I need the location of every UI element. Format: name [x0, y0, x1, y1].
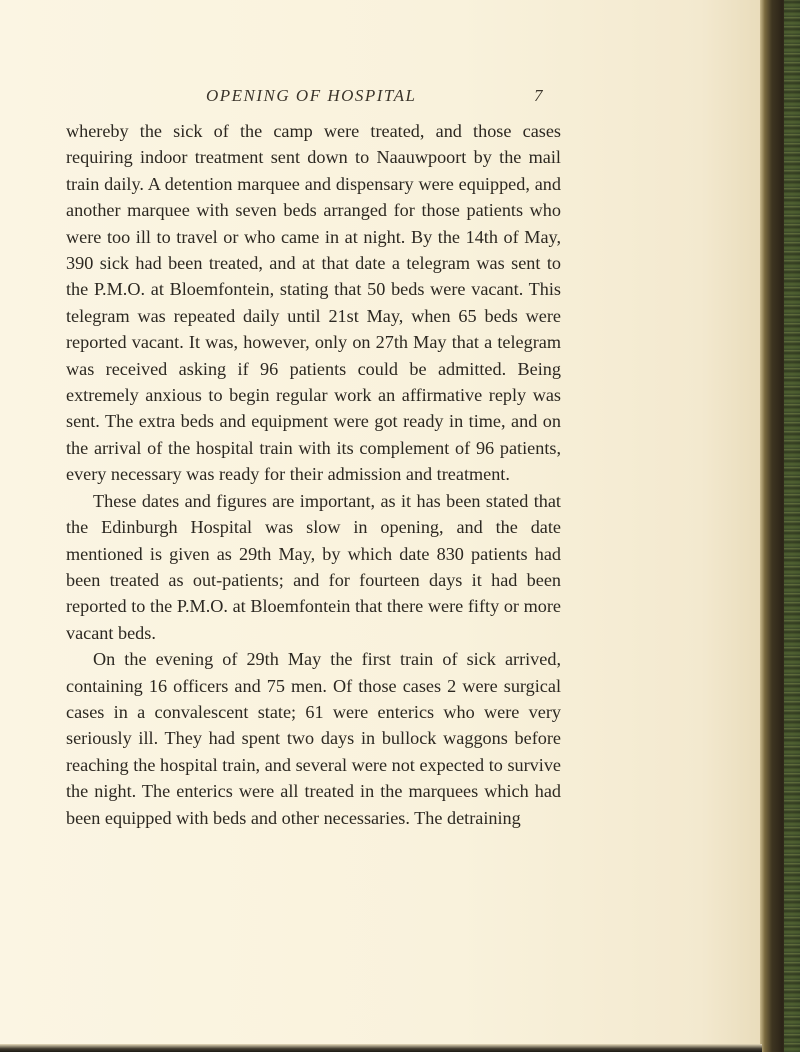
paragraph-2: These dates and figures are important, as it has been stated that the Edinburgh Hospital was slow in opening, and the date mentioned is given as 29th May, by which date 830 patients had been treated as out-patients; and for fourteen days it had been reported to the P.M.O. at Bloemfontein that there were fifty or more vacant beds. [66, 490, 561, 643]
running-head-title: OPENING OF HOSPITAL [206, 86, 417, 105]
binding-cloth-edge [784, 0, 800, 1052]
paragraph-1: whereby the sick of the camp were treated, and those cases requiring indoor treatment sent down to Naauwpoort by the mail train daily. A detention marquee and dispensary were equipped, and another marquee with seven beds arranged for those patients who were too ill to travel or who came in at night. By the 14th of May, 390 sick had been treated, and at that date a telegram was sent to the P.M.O. at Bloemfontein, stating that 50 beds were vacant. This telegram was repeated daily until 21st May, when 65 beds were reported vacant. It was, however, only on 27th May that a telegram was received asking if 96 patients could be admitted. Being extremely anxious to begin regular work an affirmative reply was sent. The extra beds and equipment were got ready in time, and on the arrival of the hospital train with its complement of 96 patients, every necessary was ready for their admission and treatment. [66, 121, 561, 485]
paragraph-3: On the evening of 29th May the first train of sick arrived, containing 16 officers and 75 men. Of those cases 2 were surgical cases in a convalescent state; 61 were enterics who were very seriously ill. They had spent two days in bullock waggons before reaching the hospital train, and several were not expected to survive the night. The enterics were all treated in the marquees which had been equipped with beds and other necessaries. The detraining [66, 649, 561, 828]
page-bottom-edge [0, 1044, 762, 1052]
body-text [66, 118, 561, 831]
page-number: 7 [534, 86, 543, 105]
